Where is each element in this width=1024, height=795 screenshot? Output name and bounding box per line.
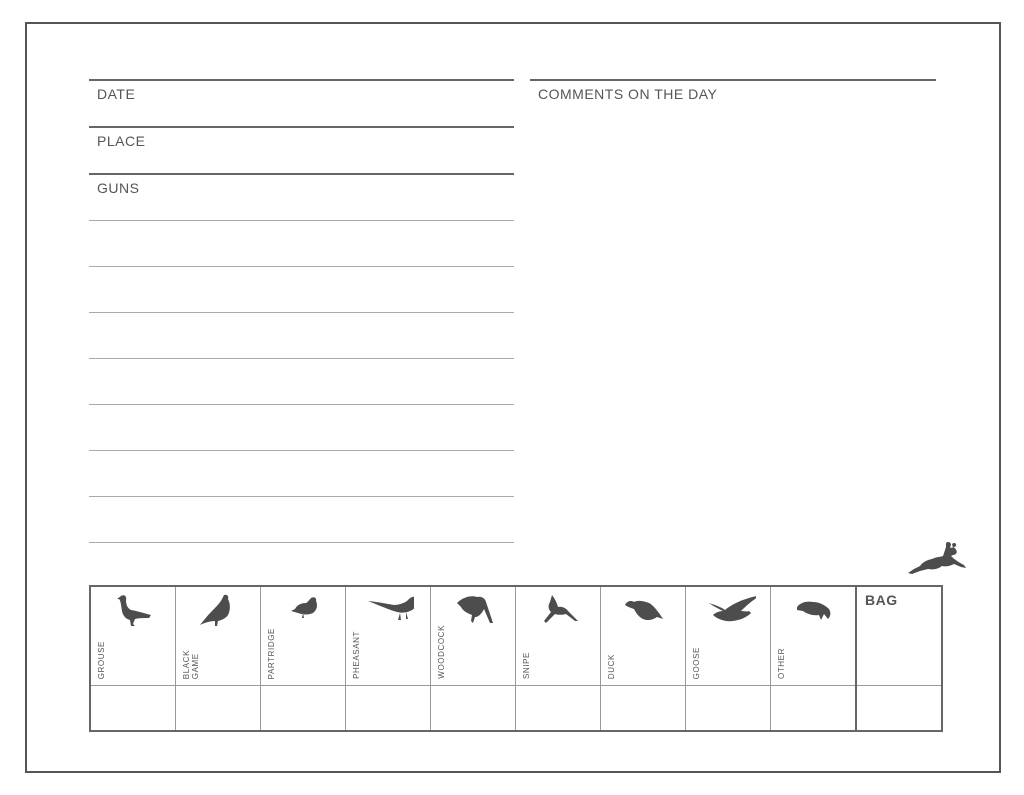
gun-entry-line[interactable] — [89, 220, 514, 266]
black-game-label: BLACK GAME — [182, 649, 200, 679]
gun-entry-line[interactable] — [89, 496, 514, 542]
hare-icon — [906, 539, 968, 579]
column-partridge — [261, 586, 346, 686]
date-label: DATE — [97, 86, 136, 102]
tally-row — [90, 686, 942, 732]
black-game-count-cell[interactable] — [176, 686, 261, 732]
game-header-row — [90, 586, 942, 686]
guns-label: GUNS — [97, 180, 140, 196]
woodcock-count-cell[interactable] — [431, 686, 516, 732]
partridge-count-cell[interactable] — [261, 686, 346, 732]
column-bag — [856, 586, 942, 686]
pheasant-count-cell[interactable] — [346, 686, 431, 732]
snipe-count-cell[interactable] — [516, 686, 601, 732]
column-woodcock — [431, 586, 516, 686]
other-bird-icon — [793, 593, 835, 627]
grouse-count-cell[interactable] — [90, 686, 176, 732]
details-column — [89, 79, 514, 588]
woodcock-label: WOODCOCK — [437, 625, 446, 679]
column-other — [771, 586, 857, 686]
partridge-icon — [283, 593, 325, 627]
bag-label: BAG — [865, 592, 898, 608]
woodcock-icon — [453, 593, 495, 627]
goose-count-cell[interactable] — [686, 686, 771, 732]
duck-count-cell[interactable] — [601, 686, 686, 732]
gun-entry-line[interactable] — [89, 450, 514, 496]
pheasant-icon — [360, 593, 414, 627]
guns-field[interactable] — [89, 173, 514, 220]
column-black-game — [176, 586, 261, 686]
black-game-icon — [198, 593, 240, 627]
gun-entry-line[interactable] — [89, 266, 514, 312]
gun-lines — [89, 220, 514, 588]
game-book-page — [25, 22, 1001, 773]
goose-label: GOOSE — [692, 646, 701, 679]
duck-icon — [623, 593, 665, 627]
goose-icon — [700, 593, 756, 627]
place-field[interactable] — [89, 126, 514, 173]
gun-entry-line[interactable] — [89, 358, 514, 404]
column-grouse — [90, 586, 176, 686]
column-snipe — [516, 586, 601, 686]
other-count-cell[interactable] — [771, 686, 857, 732]
column-pheasant — [346, 586, 431, 686]
place-label: PLACE — [97, 133, 146, 149]
snipe-icon — [538, 593, 580, 627]
game-tally-table — [89, 585, 943, 732]
column-goose — [686, 586, 771, 686]
pheasant-label: PHEASANT — [352, 631, 361, 679]
snipe-label: SNIPE — [522, 651, 531, 679]
partridge-label: PARTRIDGE — [267, 627, 276, 679]
duck-label: DUCK — [607, 653, 616, 679]
bag-total-cell[interactable] — [856, 686, 942, 732]
grouse-icon — [113, 593, 155, 627]
comments-area[interactable] — [530, 79, 936, 102]
gun-entry-line[interactable] — [89, 404, 514, 450]
comments-label: COMMENTS ON THE DAY — [538, 86, 718, 102]
column-duck — [601, 586, 686, 686]
gun-entry-line[interactable] — [89, 542, 514, 588]
gun-entry-line[interactable] — [89, 312, 514, 358]
other-label: OTHER — [777, 648, 786, 679]
date-field[interactable] — [89, 79, 514, 126]
grouse-label: GROUSE — [97, 640, 106, 679]
